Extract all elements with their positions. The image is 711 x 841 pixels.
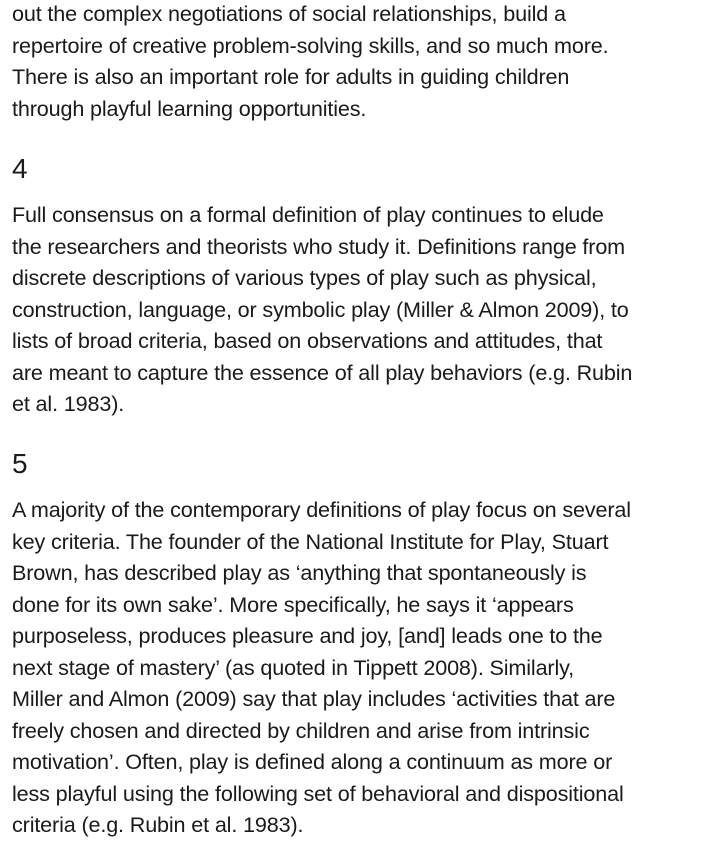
paragraph-line: lists of broad criteria, based on observations and attitudes, that bbox=[12, 328, 603, 353]
paragraph-4 bbox=[12, 199, 632, 420]
paragraph-5 bbox=[12, 494, 631, 841]
paragraph-line: criteria (e.g. Rubin et al. 1983). bbox=[12, 812, 304, 837]
paragraph-line: done for its own sake’. More specifically, he says it ‘appears bbox=[12, 591, 574, 617]
paragraph-line: et al. 1983). bbox=[12, 391, 125, 416]
paragraph-line: freely chosen and directed by children and arise from intrinsic bbox=[12, 717, 590, 743]
paragraph-line: Miller and Almon (2009) say that play includes ‘activities that are bbox=[12, 686, 616, 711]
paragraph-line: are meant to capture the essence of all play behaviors (e.g. Rubin bbox=[12, 359, 633, 385]
paragraph-number-4: 4 bbox=[12, 153, 28, 184]
paragraph-line: purposeless, produces pleasure and joy, [and] leads one to the bbox=[12, 623, 603, 648]
paragraph-line: key criteria. The founder of the National Institute for Play, Stuart bbox=[12, 528, 609, 554]
paragraph-line: out the complex negotiations of social relationships, build a bbox=[12, 1, 566, 26]
paragraph-line: motivation’. Often, play is defined along a continuum as more or bbox=[12, 749, 613, 774]
paragraph-number-5: 5 bbox=[12, 448, 28, 479]
paragraph-line: Brown, has described play as ‘anything that spontaneously is bbox=[12, 560, 587, 585]
paragraph-line: A majority of the contemporary definitions of play focus on several bbox=[12, 497, 631, 522]
paragraph-line: repertoire of creative problem-solving skills, and so much more. bbox=[12, 32, 609, 58]
paragraph-line: discrete descriptions of various types of play such as physical, bbox=[12, 265, 597, 290]
paragraph-line: the researchers and theorists who study it. Definitions range from bbox=[12, 233, 626, 259]
paragraph-line: There is also an important role for adults in guiding children bbox=[12, 64, 570, 89]
paragraph-line: construction, language, or symbolic play (Miller & Almon 2009), to bbox=[12, 296, 629, 322]
paragraph-line: less playful using the following set of behavioral and dispositional bbox=[12, 780, 624, 806]
paragraph-line: next stage of mastery’ (as quoted in Tippett 2008). Similarly, bbox=[12, 654, 575, 680]
paragraph-3-continued bbox=[12, 0, 608, 124]
paragraph-line: through playful learning opportunities. bbox=[12, 95, 367, 121]
paragraph-line: Full consensus on a formal definition of play continues to elude bbox=[12, 202, 604, 227]
